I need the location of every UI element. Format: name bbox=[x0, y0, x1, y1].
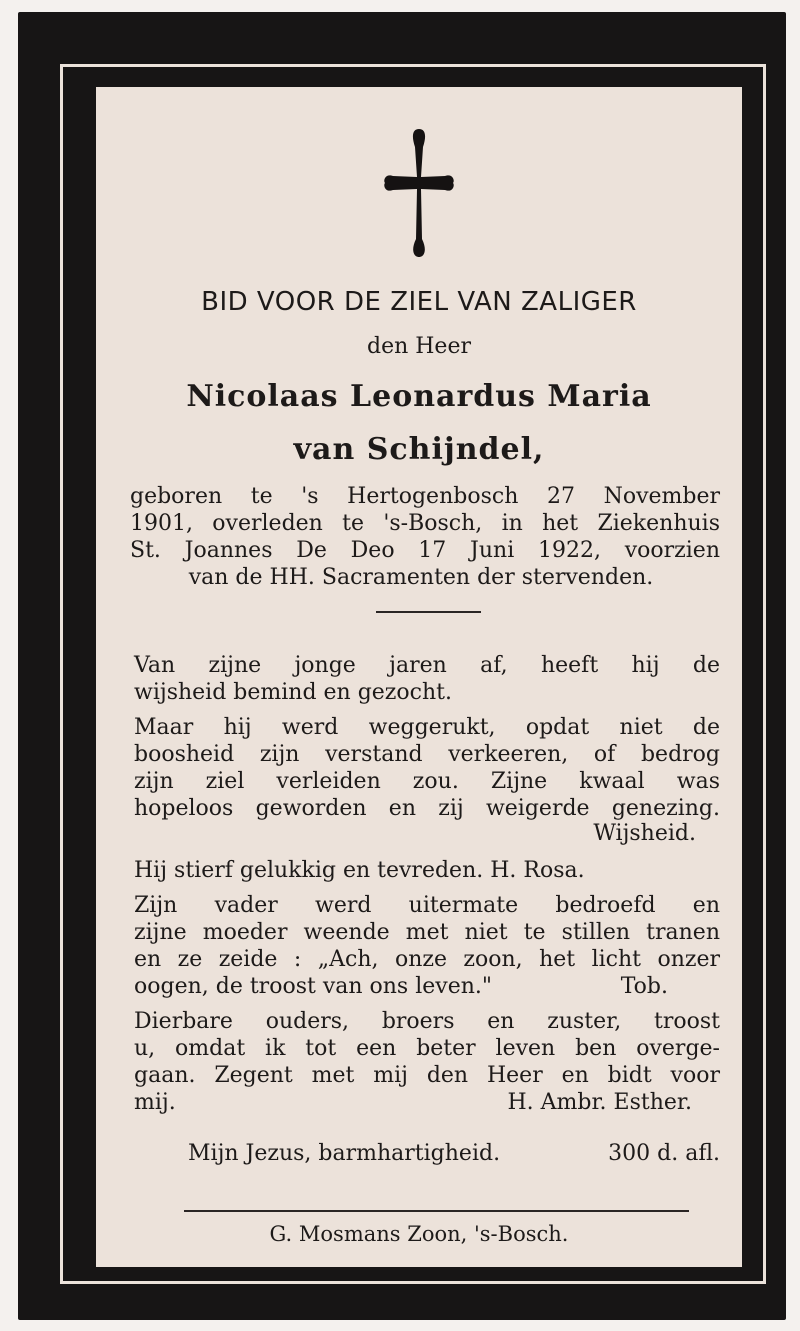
indulgence-prayer: Mijn Jezus, barmhartigheid. bbox=[188, 1141, 501, 1166]
text-line: zijne moeder weende met niet te stillen tranen bbox=[134, 920, 720, 945]
source-attribution: Wijsheid. bbox=[593, 821, 696, 846]
text-line: hopeloos geworden en zij weigerde genezing. bbox=[134, 796, 720, 821]
deceased-name-line2: van Schijndel, bbox=[293, 432, 545, 467]
text-line: zijn ziel verleiden zou. Zijne kwaal was bbox=[134, 769, 720, 794]
deceased-name-line1: Nicolaas Leonardus Maria bbox=[186, 379, 652, 414]
source-attribution: Tob. bbox=[620, 974, 668, 999]
divider bbox=[376, 611, 481, 613]
text-line: en ze zeide : „Ach, onze zoon, het licht onzer bbox=[134, 947, 720, 972]
text-line: Hij stierf gelukkig en tevreden. H. Rosa. bbox=[134, 858, 585, 883]
indulgence-days: 300 d. afl. bbox=[608, 1141, 720, 1166]
text-line: Zijn vader werd uitermate bedroefd en bbox=[134, 893, 720, 918]
text-line: boosheid zijn verstand verkeeren, of bedrog bbox=[134, 742, 720, 767]
text-line: Maar hij werd weggerukt, opdat niet de bbox=[134, 715, 720, 740]
birth-line: geboren te 's Hertogenbosch 27 November bbox=[130, 484, 720, 509]
footer-divider bbox=[184, 1210, 689, 1212]
honorific: den Heer bbox=[366, 334, 471, 359]
printer-credit: G. Mosmans Zoon, 's-Bosch. bbox=[269, 1222, 569, 1246]
text-line: Dierbare ouders, broers en zuster, troost bbox=[134, 1009, 720, 1034]
text-line: gaan. Zegent met mij den Heer en bidt voor bbox=[134, 1063, 720, 1088]
text-line: wijsheid bemind en gezocht. bbox=[134, 680, 452, 705]
source-attribution: H. Ambr. Esther. bbox=[507, 1090, 692, 1115]
text-line: Van zijne jonge jaren af, heeft hij de bbox=[134, 653, 720, 678]
latin-cross-icon bbox=[383, 127, 455, 259]
text-line: mij. bbox=[134, 1090, 176, 1115]
birth-line: 1901, overleden te 's-Bosch, in het Ziekenhuis bbox=[130, 511, 720, 536]
text-line: oogen, de troost van ons leven." bbox=[134, 974, 493, 999]
card-paper bbox=[96, 87, 742, 1267]
memorial-card bbox=[18, 12, 786, 1320]
birth-line: van de HH. Sacramenten der stervenden. bbox=[188, 565, 654, 590]
birth-line: St. Joannes De Deo 17 Juni 1922, voorzien bbox=[130, 538, 720, 563]
text-line: u, omdat ik tot een beter leven ben overge- bbox=[134, 1036, 720, 1061]
prayer-heading: BID VOOR DE ZIEL VAN ZALIGER bbox=[201, 287, 637, 317]
